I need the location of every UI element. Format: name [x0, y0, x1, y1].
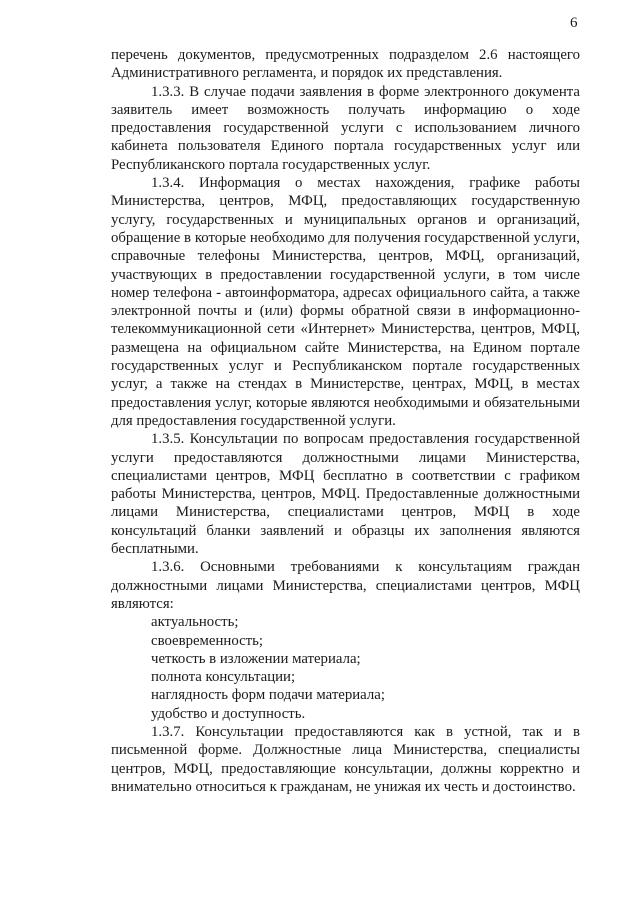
page-number: 6: [570, 15, 578, 31]
paragraph-1-3-4: 1.3.4. Информация о местах нахождения, графике работы Министерства, центров, МФЦ, предоставляющих государственную услугу, государственных и муниципальных органов и организаций, обращение в которые необходимо для получения государственной услуги, справочные телефоны Министерства, центров, МФЦ, организаций, участвующих в предоставлении государственной услуги, в том числе номер телефона - автоинформатора, адресах официального сайта, а также электронной почты и (или) формы обратной связи в информационно-телекоммуникационной сети «Интернет» Министерства, центров, МФЦ, размещена на официальном сайте Министерства, на Едином портале государственных услуг и Республиканском портале государственных услуг, а также на стендах в Министерстве, центрах, МФЦ, в местах предоставления услуг, которые являются необходимыми и обязательными для предоставления государственной услуги.: [111, 175, 580, 429]
requirement-item: четкость в изложении материала;: [151, 650, 361, 667]
requirement-item: наглядность форм подачи материала;: [151, 687, 385, 704]
paragraph-1-3-7: 1.3.7. Консультации предоставляются как в устной, так и в письменной форме. Должностные лица Министерства, специалисты центров, МФЦ, предоставляющие консультации, должны корректно и внимательно относиться к гражданам, не унижая их честь и достоинство.: [111, 723, 580, 795]
requirement-item: своевременность;: [151, 632, 263, 649]
document-body: [111, 46, 580, 796]
requirement-item: полнота консультации;: [151, 669, 296, 686]
paragraph-1-3-6: 1.3.6. Основными требованиями к консультациям граждан должностными лицами Министерства, специалистами центров, МФЦ являются:: [111, 559, 580, 612]
requirement-item: удобство и доступность.: [151, 705, 306, 722]
paragraph-1-3-5: 1.3.5. Консультации по вопросам предоставления государственной услуги предоставляются должностными лицами Министерства, специалистами центров, МФЦ бесплатно в соответствии с графиком работы Министерства, центров, МФЦ. Предоставленные должностными лицами Министерства, специалистами центров, МФЦ в ходе консультаций бланки заявлений и образцы их заполнения являются бесплатными.: [111, 431, 580, 558]
requirement-item: актуальность;: [151, 614, 239, 631]
paragraph-documents-list-continuation: перечень документов, предусмотренных подразделом 2.6 настоящего Административного регламента, и порядок их представления.: [111, 47, 580, 82]
consultation-requirements-list: [111, 613, 580, 723]
paragraph-1-3-3: 1.3.3. В случае подачи заявления в форме электронного документа заявитель имеет возможность получать информацию о ходе предоставления государственной услуги с использованием личного кабинета пользователя Единого портала государственных услуг или Республиканского портала государственных услуг.: [111, 83, 580, 173]
